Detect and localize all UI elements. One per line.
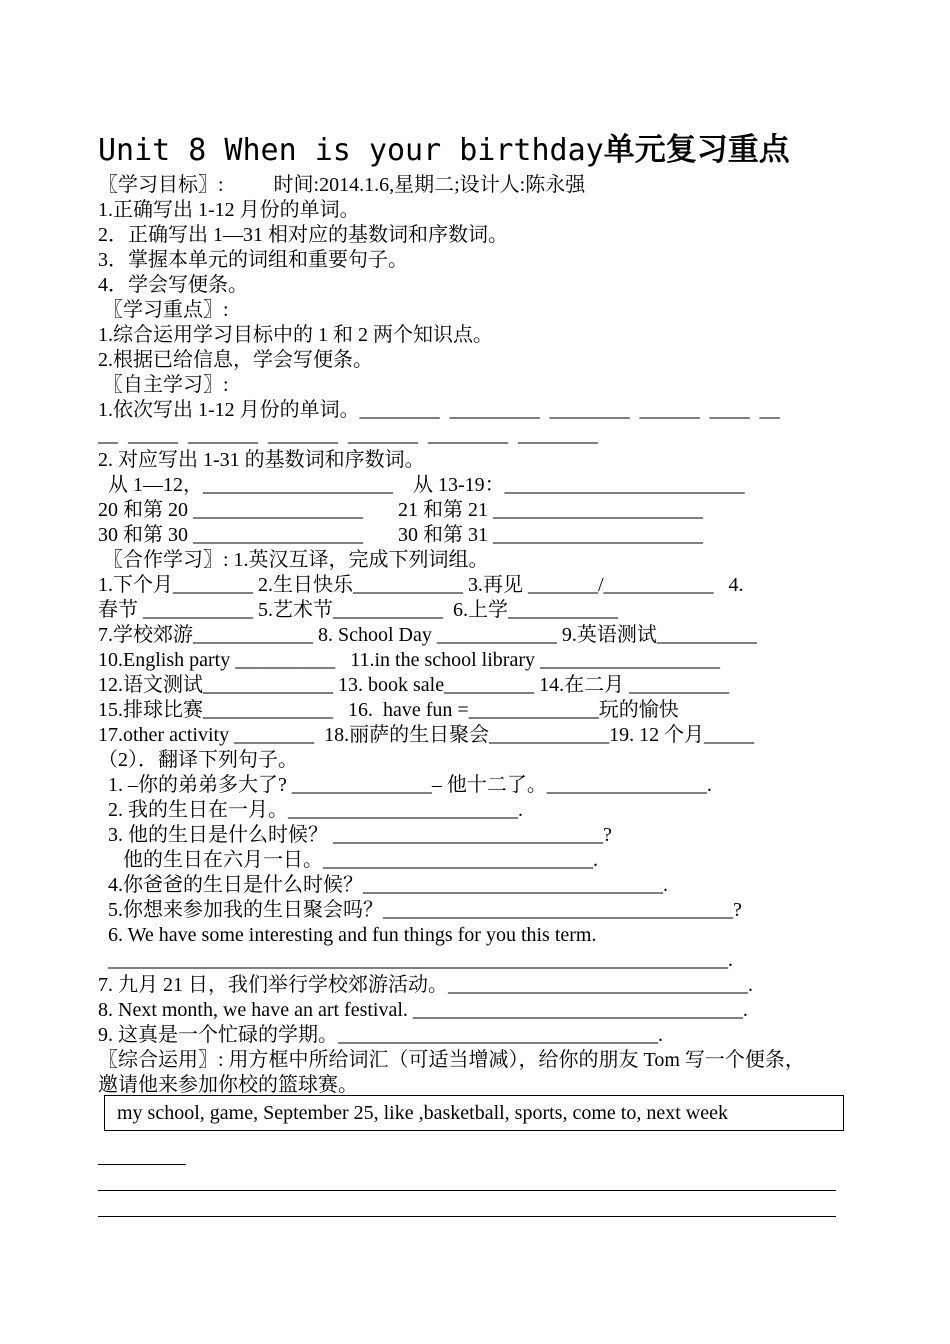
- objective-2: 2．正确写出 1—31 相对应的基数词和序数词。: [98, 224, 508, 246]
- phrase-row-2: 春节 ___________ 5.艺术节___________ 6.上学___________: [98, 599, 618, 621]
- sentence-4: 4.你爸爸的生日是什么时候？______________________________.: [98, 874, 668, 896]
- phrase-row-5: 12.语文测试_____________ 13. book sale_________ 14.在二月 __________: [98, 674, 730, 696]
- sentence-3: 3. 他的生日是什么时候？ ___________________________?: [98, 824, 612, 846]
- application-instructions-cont: 邀请他来参加你校的篮球赛。: [98, 1074, 358, 1096]
- word-box: [104, 1095, 844, 1131]
- title-english: Unit 8 When is your birthday: [98, 133, 604, 168]
- phrase-row-7: 17.other activity ________ 18.丽萨的生日聚会____________19. 12 个月_____: [98, 724, 755, 746]
- phrase-row-1: 1.下个月________ 2.生日快乐___________ 3.再见 _______/___________ 4.: [98, 574, 744, 596]
- sentence-2: 2. 我的生日在一月。_______________________.: [98, 799, 523, 821]
- sentence-8: 8. Next month, we have an art festival. _________________________________.: [98, 999, 748, 1021]
- word-box-text: my school, game, September 25, like ,basketball, sports, come to, next week: [117, 1102, 728, 1124]
- numbers-exercise-title: 2. 对应写出 1-31 的基数词和序数词。: [98, 449, 425, 471]
- sentence-6: 6. We have some interesting and fun things for you this term.: [98, 924, 597, 946]
- numbers-row-1: 从 1—12，___________________ 从 13-19：________________________: [98, 474, 745, 496]
- translate-sentences-title: （2）．翻译下列句子。: [98, 749, 298, 771]
- sentence-3-answer: 他的生日在六月一日。___________________________.: [98, 849, 598, 871]
- months-exercise-blanks: __ _____ _______ _______ _______ ________ ________: [98, 424, 598, 446]
- sentence-6-blank: ______________________________________________________________.: [98, 949, 733, 971]
- writing-line-1[interactable]: [98, 1164, 186, 1165]
- objective-3: 3．掌握本单元的词组和重要句子。: [98, 249, 408, 271]
- numbers-row-3: 30 和第 30 _________________ 30 和第 31 _____________________: [98, 524, 703, 546]
- writing-line-3[interactable]: [98, 1216, 836, 1217]
- title-chinese: 单元复习重点: [603, 132, 790, 168]
- self-study-header: 〖自主学习〗:: [98, 374, 229, 396]
- page-title: [98, 128, 898, 173]
- sentence-1: 1. –你的弟弟多大了? ______________– 他十二了。________________.: [98, 774, 712, 796]
- sentence-5: 5.你想来参加我的生日聚会吗？___________________________________?: [98, 899, 742, 921]
- phrase-row-4: 10.English party __________ 11.in the school library __________________: [98, 649, 720, 671]
- objective-4: 4．学会写便条。: [98, 274, 248, 296]
- writing-line-2[interactable]: [98, 1190, 836, 1191]
- phrase-row-3: 7.学校郊游____________ 8. School Day ____________ 9.英语测试__________: [98, 624, 757, 646]
- application-instructions: 〖综合运用〗: 用方框中所给词汇（可适当增减），给你的朋友 Tom 写一个便条，: [98, 1049, 805, 1071]
- phrase-row-6: 15.排球比赛_____________ 16. have fun =_____________玩的愉快: [98, 699, 679, 721]
- numbers-row-2: 20 和第 20 _________________ 21 和第 21 _____________________: [98, 499, 703, 521]
- sentence-7: 7. 九月 21 日，我们举行学校郊游活动。______________________________.: [98, 974, 753, 996]
- key-point-1: 1.综合运用学习目标中的 1 和 2 两个知识点。: [98, 324, 493, 346]
- key-points-header: 〖学习重点〗:: [98, 299, 229, 321]
- objective-1: 1.正确写出 1-12 月份的单词。: [98, 199, 360, 221]
- sentence-9: 9. 这真是一个忙碌的学期。________________________________.: [98, 1024, 663, 1046]
- months-exercise-line: 1.依次写出 1-12 月份的单词。________ _________ ________ ______ ____ __: [98, 399, 780, 421]
- objectives-header-line: 〖学习目标〗: 时间:2014.1.6,星期二;设计人:陈永强: [98, 174, 586, 196]
- key-point-2: 2.根据已给信息，学会写便条。: [98, 349, 373, 371]
- cooperative-study-header: 〖合作学习〗: 1.英汉互译，完成下列词组。: [98, 549, 489, 571]
